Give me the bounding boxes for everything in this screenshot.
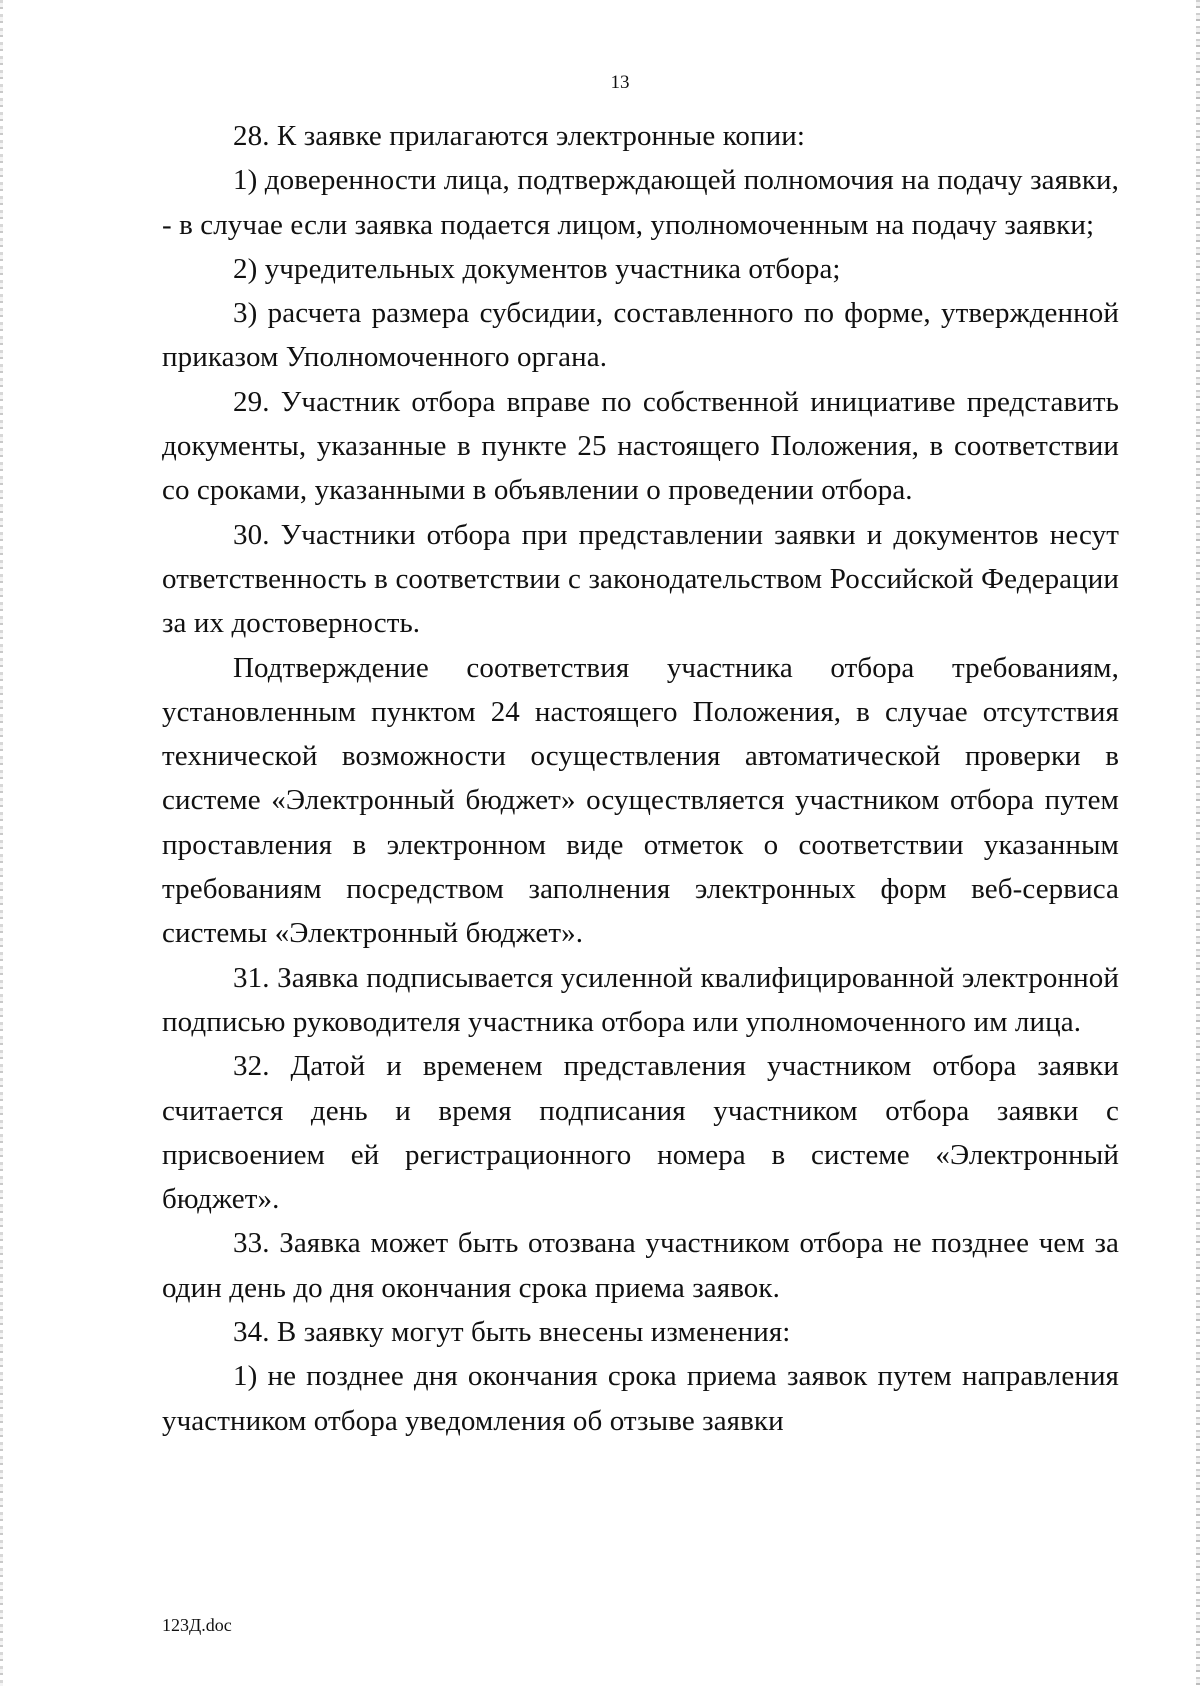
paragraph-34: 34. В заявку могут быть внесены изменения: [233, 1316, 791, 1349]
paragraph-28: 28. К заявке прилагаются электронные копии: [233, 120, 806, 152]
paragraph-30: 30. Участники отбора при представлении заявки и документов несут ответственность в соответствии с законодательством Российской Федерации за их достоверность. [162, 518, 1119, 640]
paragraph-33: 33. Заявка может быть отозвана участником отбора не позднее чем за один день до дня окончания срока приема заявок. [162, 1227, 1119, 1304]
paragraph-28-item-2: 2) учредительных документов участника отбора; [233, 252, 841, 285]
paragraph-28-item-3: 3) расчета размера субсидии, составленного по форме, утвержденной приказом Уполномоченного органа. [162, 297, 1119, 374]
scan-edge-right [1196, 0, 1200, 1686]
paragraph-32: 32. Датой и временем представления участником отбора заявки считается день и время подписания участником отбора заявки с присвоением ей регистрационного номера в системе «Электронный бюджет». [162, 1050, 1119, 1216]
page-number: 13 [610, 72, 630, 93]
paragraph-34-item-1: 1) не позднее дня окончания срока приема заявок путем направления участником отбора уведомления об отзыве заявки [162, 1360, 1119, 1437]
scan-edge-left [0, 0, 3, 1686]
paragraph-28-item-1: 1) доверенности лица, подтверждающей полномочия на подачу заявки, - в случае если заявка подается лицом, уполномоченным на подачу заявки; [162, 164, 1119, 241]
document-body [162, 114, 1119, 1443]
paragraph-30-confirmation: Подтверждение соответствия участника отбора требованиям, установленным пунктом 24 настоящего Положения, в случае отсутствия технической возможности осуществления автоматической проверки в системе «Электронный бюджет» осуществляется участником отбора путем проставления в электронном виде отметок о соответствии указанным требованиям посредством заполнения электронных форм веб-сервиса системы «Электронный бюджет». [162, 651, 1119, 950]
file-name-footer: 123Д.doc [162, 1615, 232, 1635]
paragraph-29: 29. Участник отбора вправе по собственной инициативе представить документы, указанные в пункте 25 настоящего Положения, в соответствии со сроками, указанными в объявлении о проведении отбора. [162, 385, 1119, 507]
paragraph-31: 31. Заявка подписывается усиленной квалифицированной электронной подписью руководителя участника отбора или уполномоченного им лица. [162, 961, 1119, 1038]
